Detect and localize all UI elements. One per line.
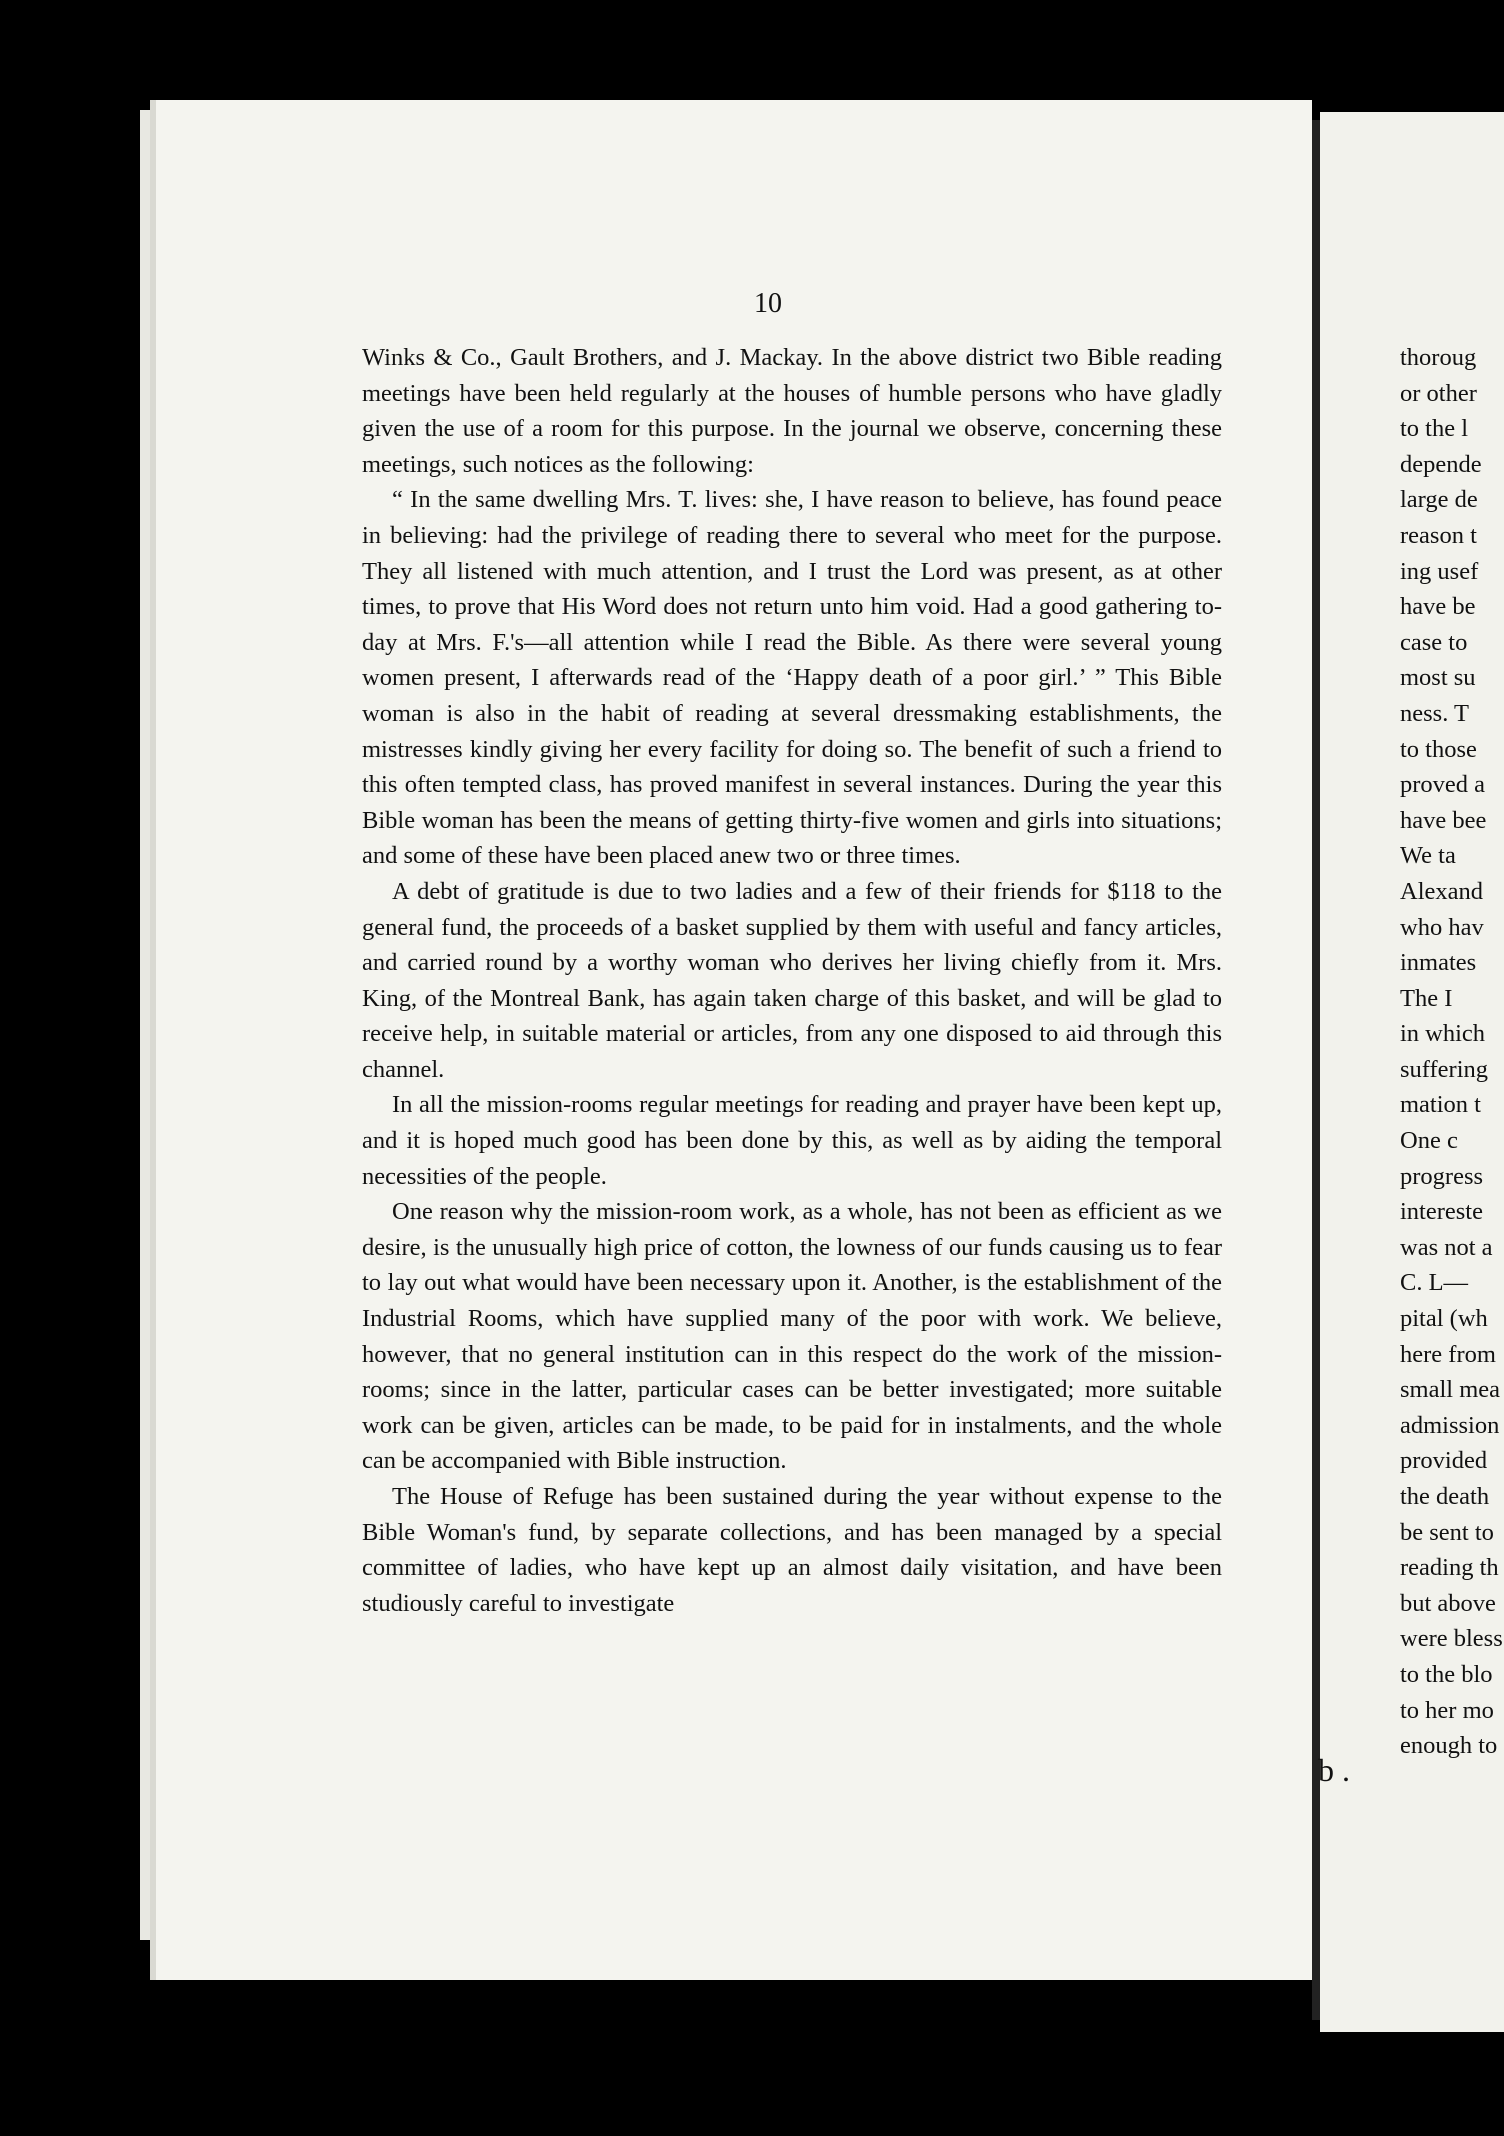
- facing-page-line: C. L—: [1400, 1269, 1469, 1297]
- paragraph: Winks & Co., Gault Brothers, and J. Mackay. In the above district two Bible reading meetings have been held regularly at the houses of humble persons who have gladly given the use of a room for this purpose. In the journal we observe, concerning these meetings, such notices as the following:: [362, 344, 1222, 478]
- facing-page-line: depende: [1400, 450, 1482, 478]
- page-number: 10: [754, 288, 782, 319]
- facing-page-line: admission: [1400, 1411, 1500, 1439]
- facing-page-line: small mea: [1400, 1376, 1501, 1404]
- facing-page-line: proved a: [1400, 771, 1486, 799]
- facing-page-line: intereste: [1400, 1198, 1483, 1226]
- facing-page-line: have be: [1400, 593, 1476, 621]
- book-spine: [1312, 120, 1320, 2020]
- page-body: [362, 340, 1222, 1621]
- facing-page-line: The I: [1400, 984, 1453, 1012]
- facing-page-line: to the l: [1400, 415, 1469, 443]
- facing-page-line: ing usef: [1400, 557, 1479, 585]
- paragraph: One reason why the mission-room work, as a whole, has not been as efficient as we desire, is the unusually high price of cotton, the lowness of our funds causing us to fear to lay out what would have been necessary upon it. Another, is the establishment of the Industrial Rooms, which have supplied many of the poor with work. We believe, however, that no general institution can in this respect do the work of the mission-rooms; since in the latter, particular cases can be better investigated; more suitable work can be given, articles can be made, to be paid for in instalments, and the whole can be accompanied with Bible instruction.: [362, 1198, 1222, 1475]
- paragraph: In all the mission-rooms regular meetings for reading and prayer have been kept up, and it is hoped much good has been done by this, as well as by aiding the temporal necessities of the people.: [362, 1091, 1222, 1190]
- facing-page-line: reason t: [1400, 521, 1477, 549]
- facing-page-line: One c: [1400, 1127, 1458, 1155]
- facing-page-line: large de: [1400, 486, 1478, 514]
- facing-page-line: was not a: [1400, 1233, 1493, 1261]
- paragraph: “ In the same dwelling Mrs. T. lives: she, I have reason to believe, has found peace in believing: had the privilege of reading there to several who meet for the purpose. They all listened with much attention, and I trust the Lord was present, as at other times, to prove that His Word does not return unto him void. Had a good gathering to-day at Mrs. F.'s—all attention while I read the Bible. As there were several young women present, I afterwards read of the ‘Happy death of a poor girl.’ ” This Bible woman is also in the habit of reading at several dressmaking establishments, the mistresses kindly giving her every facility for doing so. The benefit of such a friend to this often tempted class, has proved manifest in several instances. During the year this Bible woman has been the means of getting thirty-five women and girls into situations; and some of these have been placed anew two or three times.: [362, 486, 1222, 870]
- facing-page-line: to the blo: [1400, 1660, 1493, 1688]
- facing-page-line: ness. T: [1400, 699, 1469, 727]
- facing-page-line: case to: [1400, 628, 1468, 656]
- facing-page-line: most su: [1400, 664, 1476, 692]
- facing-page-line: to her mo: [1400, 1696, 1494, 1724]
- facing-page-line: mation t: [1400, 1091, 1481, 1119]
- facing-page-line: the death: [1400, 1483, 1490, 1510]
- paragraph: The House of Refuge has been sustained during the year without expense to the Bible Woman's fund, by separate collections, and has been managed by a special committee of ladies, who have kept up an almost daily visitation, and have been studiously careful to investigate: [362, 1483, 1222, 1617]
- facing-page-fragments: [1400, 340, 1504, 1764]
- facing-page-line: pital (wh: [1400, 1305, 1488, 1333]
- facing-page-line: thoroug: [1400, 344, 1477, 371]
- facing-page-line: were bless: [1400, 1625, 1503, 1653]
- facing-page-line: Alexand: [1400, 877, 1483, 905]
- facing-page-line: We ta: [1400, 842, 1456, 870]
- facing-page-line: or other: [1400, 379, 1477, 407]
- facing-page-line: have bee: [1400, 806, 1487, 834]
- facing-page-line: to those: [1400, 735, 1477, 763]
- facing-page-line: enough to: [1400, 1732, 1498, 1760]
- facing-page-line: in which: [1400, 1020, 1486, 1048]
- facing-page-line: inmates: [1400, 949, 1477, 977]
- facing-page-line: suffering: [1400, 1055, 1488, 1083]
- facing-page-line: provided: [1400, 1447, 1488, 1475]
- facing-page-line: reading th: [1400, 1554, 1499, 1582]
- facing-page-line: be sent to: [1400, 1518, 1494, 1546]
- facing-page-line: who hav: [1400, 913, 1484, 941]
- margin-mark: b .: [1318, 1752, 1350, 1788]
- paragraph: A debt of gratitude is due to two ladies and a few of their friends for $118 to the general fund, the proceeds of a basket supplied by them with useful and fancy articles, and carried round by a worthy woman who derives her living chiefly from it. Mrs. King, of the Montreal Bank, has again taken charge of this basket, and will be glad to receive help, in suitable material or articles, from any one disposed to aid through this channel.: [362, 877, 1222, 1083]
- facing-page-line: here from: [1400, 1340, 1496, 1368]
- facing-page-line: progress: [1400, 1162, 1484, 1190]
- facing-page-line: but above: [1400, 1589, 1496, 1617]
